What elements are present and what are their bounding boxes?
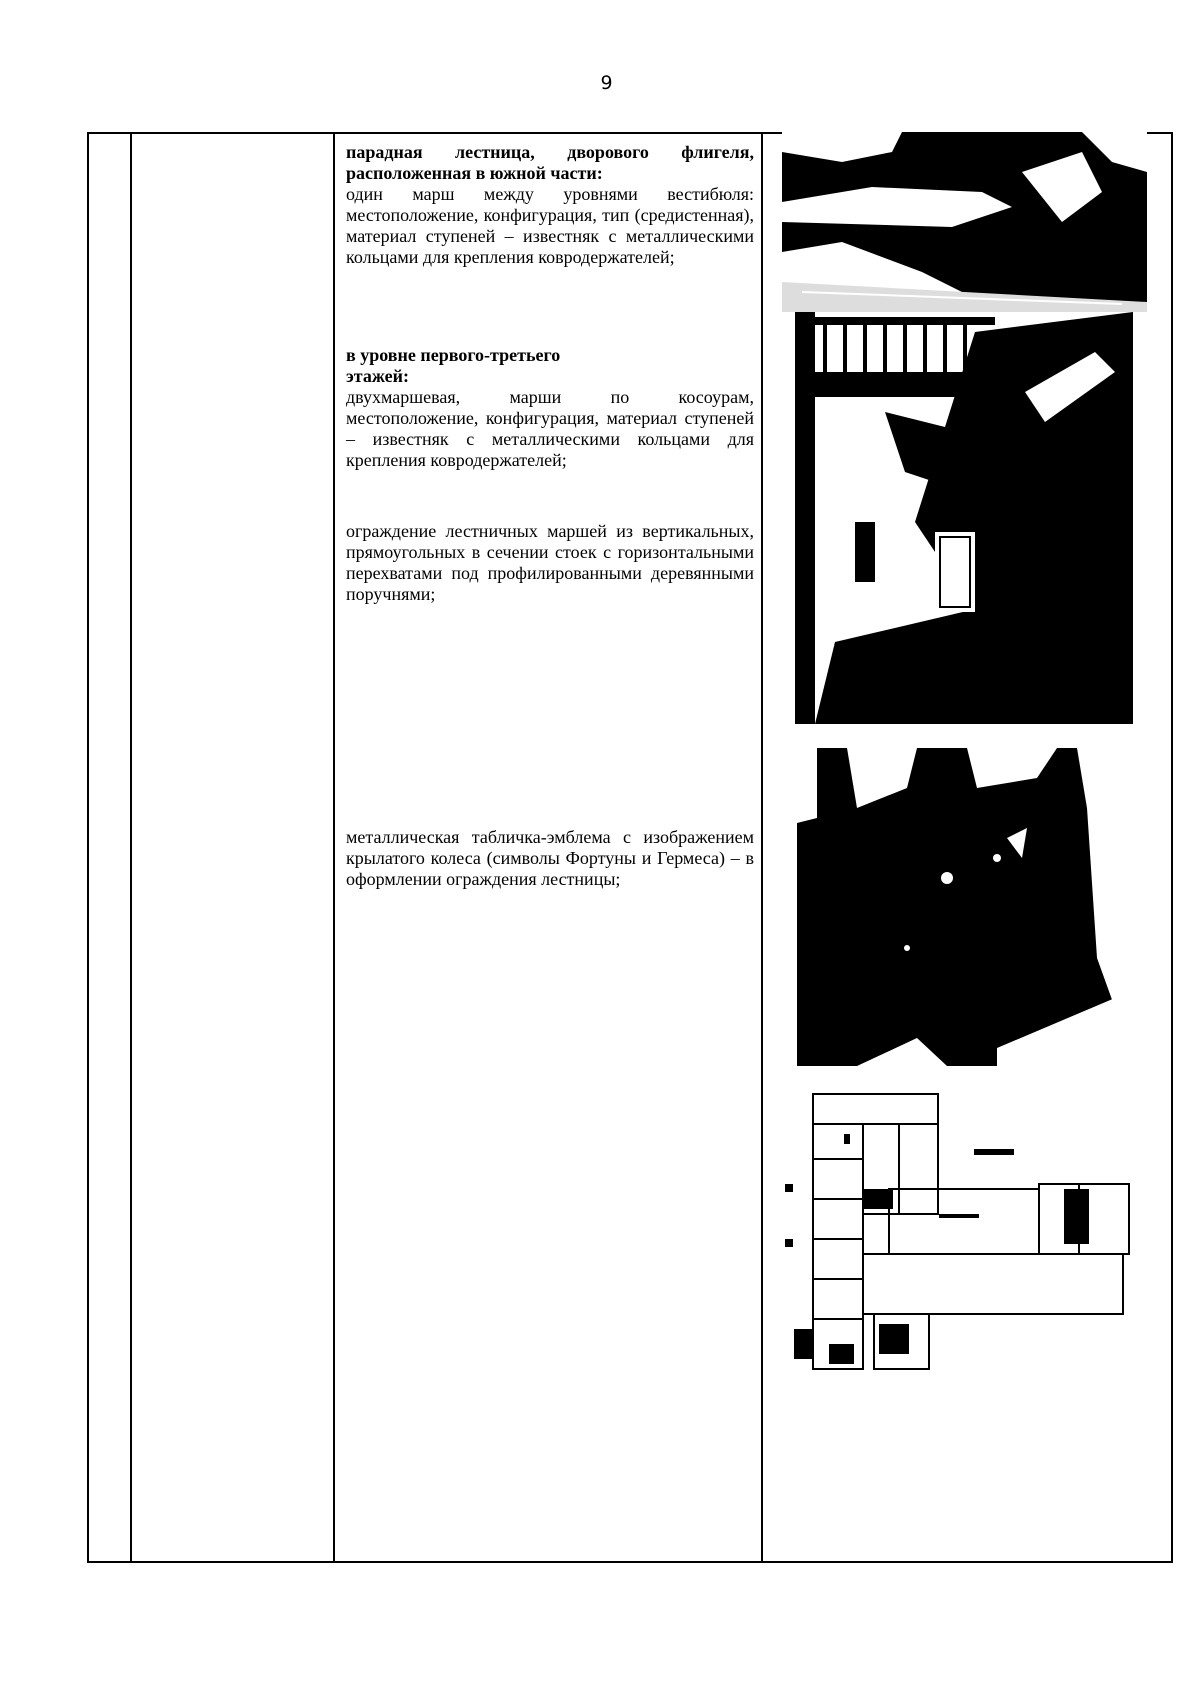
text-block-emblem — [346, 827, 754, 890]
front-staircase-description: один марш между уровнями вестибюля: местоположение, конфигурация, тип (средистенная), материал ступеней – известняк с металлическими кольцами для крепления ковродержателей; — [346, 184, 754, 267]
railing-description: ограждение лестничных маршей из вертикальных, прямоугольных в сечении стоек с горизонтальными перехватами под профилированными деревянными поручнями; — [346, 521, 754, 604]
text-block-floors — [346, 345, 754, 471]
emblem-description: металлическая табличка-эмблема с изображением крылатого колеса (символы Фортуны и Гермеса) – в оформлении ограждения лестницы; — [346, 827, 754, 889]
floors-heading-line1: в уровне первого-третьего — [346, 345, 561, 365]
heritage-object-table — [87, 132, 1173, 1563]
floor-plan-drawing — [779, 1089, 1139, 1374]
floors-heading-line2: этажей: — [346, 366, 410, 386]
column-divider-1 — [130, 134, 132, 1561]
photo-staircase-floors — [795, 312, 1133, 724]
floors-description: двухмаршевая, марши по косоурам, местоположение, конфигурация, материал ступеней – известняк с металлическими кольцами для крепления ковродержателей; — [346, 387, 754, 470]
page-number: 9 — [600, 72, 613, 94]
column-divider-2 — [333, 134, 335, 1561]
text-block-front-staircase — [346, 142, 754, 268]
column-divider-3 — [761, 134, 763, 1561]
photo-front-staircase — [782, 132, 1147, 312]
front-staircase-heading: парадная лестница, дворового флигеля, расположенная в южной части: — [346, 142, 754, 183]
photo-emblem — [797, 748, 1115, 1066]
text-block-railing — [346, 521, 754, 605]
